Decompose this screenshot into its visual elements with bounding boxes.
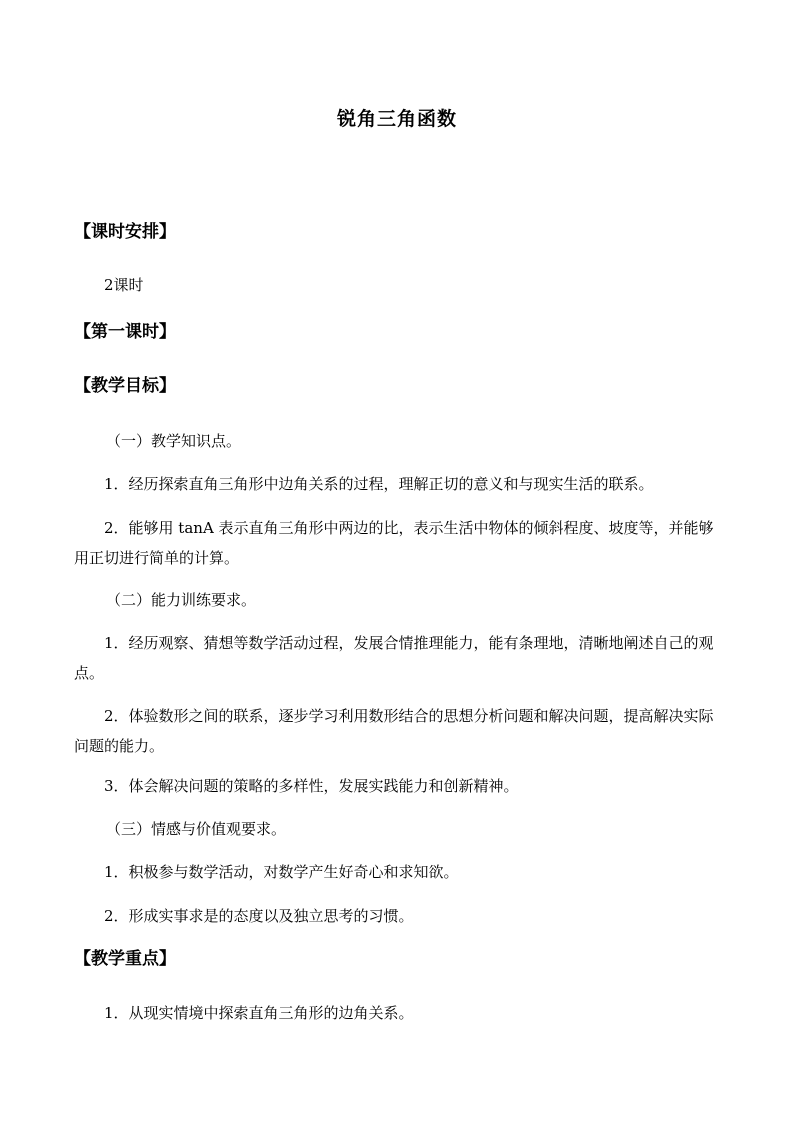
emotion-item-1: 1．积极参与数学活动，对数学产生好奇心和求知欲。 [104,863,459,881]
knowledge-item-2: 2．能够用 tanA 表示直角三角形中两边的比，表示生活中物体的倾斜程度、坡度等，并能够用正切进行简单的计算。 [74,519,714,567]
schedule-heading: 【课时安排】 [74,222,176,242]
lesson1-heading: 【第一课时】 [74,322,176,342]
emotion-item-2: 2．形成实事求是的态度以及独立思考的习惯。 [104,907,414,925]
ability-item-3: 3．体会解决问题的策略的多样性，发展实践能力和创新精神。 [104,777,519,795]
knowledge-item-1: 1．经历探索直角三角形中边角关系的过程，理解正切的意义和与现实生活的联系。 [104,475,654,493]
emotion-subheading: （三）情感与价值观要求。 [106,820,287,838]
objectives-heading: 【教学目标】 [74,376,176,396]
ability-subheading: （二）能力训练要求。 [106,591,257,609]
document-title: 锐角三角函数 [336,108,457,130]
key-points-heading: 【教学重点】 [74,949,176,969]
ability-item-1: 1．经历观察、猜想等数学活动过程，发展合情推理能力，能有条理地，清晰地阐述自己的观点。 [74,634,714,682]
knowledge-subheading: （一）教学知识点。 [106,432,242,450]
key-point-item-1: 1．从现实情境中探索直角三角形的边角关系。 [104,1004,414,1022]
schedule-text: 2课时 [104,276,144,294]
ability-item-2: 2．体验数形之间的联系，逐步学习利用数形结合的思想分析问题和解决问题，提高解决实际问题的能力。 [74,707,714,755]
